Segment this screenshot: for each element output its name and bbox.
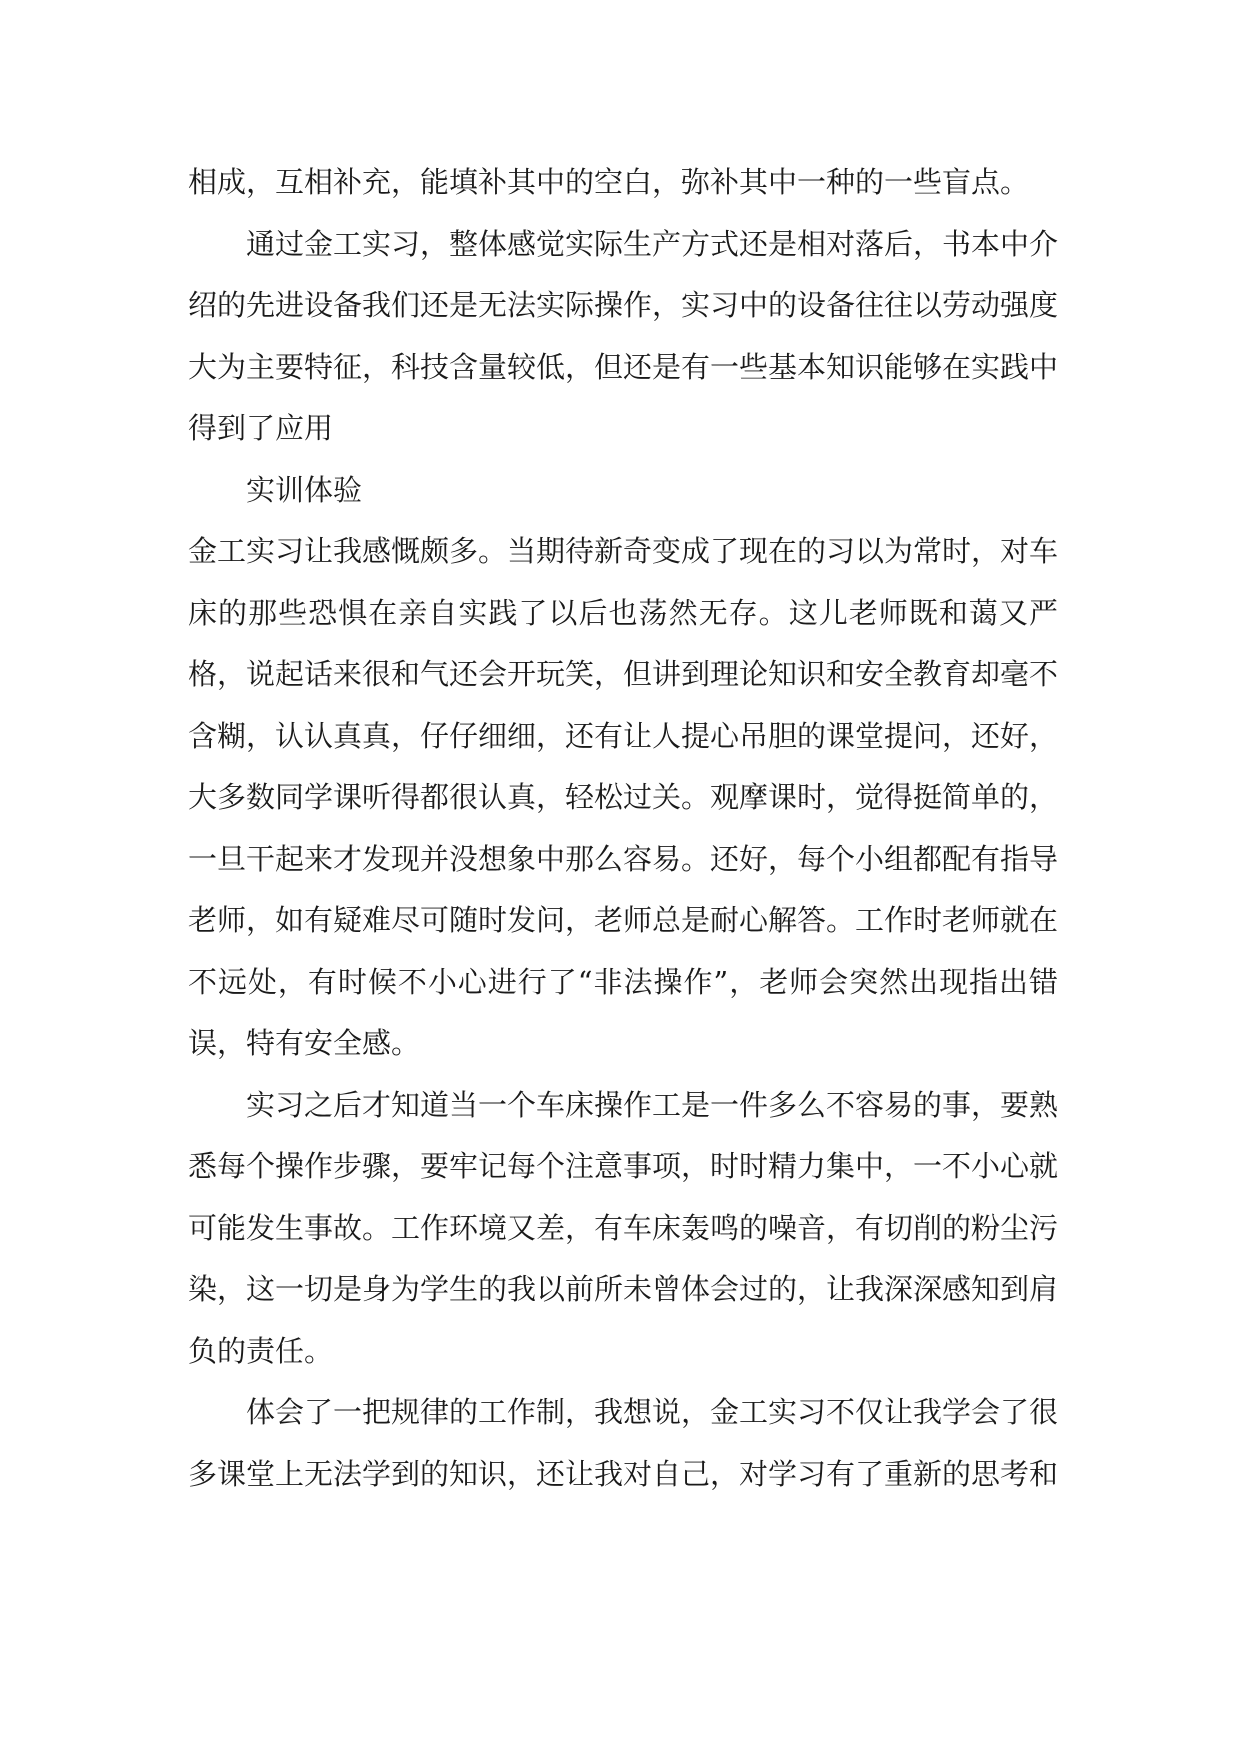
paragraph-5: 体会了一把规律的工作制，我想说，金工实习不仅让我学会了很多课堂上无法学到的知识，还让我对自己，对学习有了重新的思考和 <box>188 1395 1059 1491</box>
section-heading: 实训体验 <box>246 472 363 507</box>
paragraph-3: 金工实习让我感慨颇多。当期待新奇变成了现在的习以为常时，对车床的那些恐惧在亲自实践了以后也荡然无存。这儿老师既和蔼又严格，说起话来很和气还会开玩笑，但讲到理论知识和安全教育却毫不含糊，认认真真，仔仔细细，还有让人提心吊胆的课堂提问，还好，大多数同学课听得都很认真，轻松过关。观摩课时，觉得挺简单的，一旦干起来才发现并没想象中那么容易。还好，每个小组都配有指导老师，如有疑难尽可随时发问，老师总是耐心解答。工作时老师就在不远处，有时候不小心进行了“非法操作”，老师会突然出现指出错误，特有安全感。 <box>188 534 1059 1060</box>
paragraph-1: 相成，互相补充，能填补其中的空白，弥补其中一种的一些盲点。 <box>188 165 1030 199</box>
paragraph-4: 实习之后才知道当一个车床操作工是一件多么不容易的事，要熟悉每个操作步骤，要牢记每个注意事项，时时精力集中，一不小心就可能发生事故。工作环境又差，有车床轰鸣的噪音，有切削的粉尘污染，这一切是身为学生的我以前所未曾体会过的，让我深深感知到肩负的责任。 <box>188 1087 1059 1368</box>
document-page <box>188 152 1058 1505</box>
paragraph-2: 通过金工实习，整体感觉实际生产方式还是相对落后，书本中介绍的先进设备我们还是无法实际操作，实习中的设备往往以劳动强度大为主要特征，科技含量较低，但还是有一些基本知识能够在实践中得到了应用 <box>188 226 1059 445</box>
